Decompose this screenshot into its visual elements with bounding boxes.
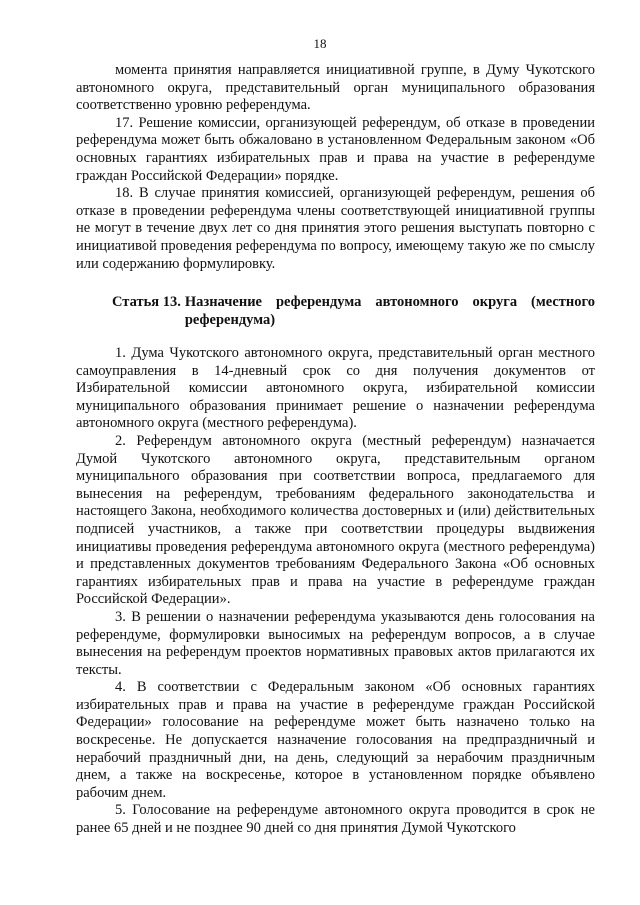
paragraph-item-18: 18. В случае принятия комиссией, организующей референдум, решения об отказе в проведении референдума члены соответствующей инициативной группы не могут в течение двух лет со дня принятия этого решения выступать повторно с инициативой проведения референдума по вопросу, имеющему такую же по смыслу или содержанию формулировку.: [76, 185, 595, 272]
paragraph-item-3: 3. В решении о назначении референдума указываются день голосования на референдуме, формулировки выносимых на референдум вопросов, а в случае вынесения на референдум проектов нормативных правовых актов прилагаются их тексты.: [76, 608, 595, 678]
paragraph-item-17: 17. Решение комиссии, организующей референдум, об отказе в проведении референдума может быть обжаловано в установленном Федеральным законом «Об основных гарантиях избирательных прав и права на участие в референдуме граждан Российской Федерации» порядке.: [76, 114, 595, 184]
article-text-block: [76, 345, 595, 838]
paragraph-item-1: 1. Дума Чукотского автономного округа, представительный орган местного самоуправления в 14-дневный срок со дня получения документов от Избирательной комиссии автономного округа, избирательной комиссии муниципального образования принимает решение о назначении референдума автономного округа (местного референдума).: [76, 345, 595, 432]
article-number: Статья 13.: [112, 294, 181, 310]
paragraph-item-4: 4. В соответствии с Федеральным законом «Об основных гарантиях избирательных прав и права на участие в референдуме граждан Российской Федерации» голосование на референдуме может быть назначено только на воскресенье. Не допускается назначение голосования на предпраздничный и нерабочий праздничный дни, на день, следующий за нерабочим праздничным днем, а также на воскресенье, которое в установленном порядке объявлено рабочим днем.: [76, 679, 595, 801]
paragraph: момента принятия направляется инициативной группе, в Думу Чукотского автономного округа, представительный орган муниципального образования соответственно уровню референдума.: [76, 62, 595, 114]
paragraph-item-2: 2. Референдум автономного округа (местный референдум) назначается Думой Чукотского автономного округа, представительным органом муниципального образования при соответствии вопроса, предлагаемого для вынесения на референдум, требованиям федерального законодательства и настоящего Закона, необходимого количества достоверных и (или) действительных подписей участников, а также при соответствии процедуры выдвижения инициативы проведения референдума автономного округа (местного референдума) и представленных документов требованиям Федерального Закона «Об основных гарантиях избирательных прав и права на участие в референдуме граждан Российской Федерации».: [76, 432, 595, 608]
paragraph-item-5: 5. Голосование на референдуме автономного округа проводится в срок не ранее 65 дней и не позднее 90 дней со дня принятия Думой Чукотского: [76, 802, 595, 837]
page-number: 18: [313, 36, 327, 51]
top-text-block: [76, 62, 595, 273]
article-heading: [112, 294, 595, 329]
article-title: Назначение референдума автономного округа (местного референдума): [184, 294, 595, 328]
